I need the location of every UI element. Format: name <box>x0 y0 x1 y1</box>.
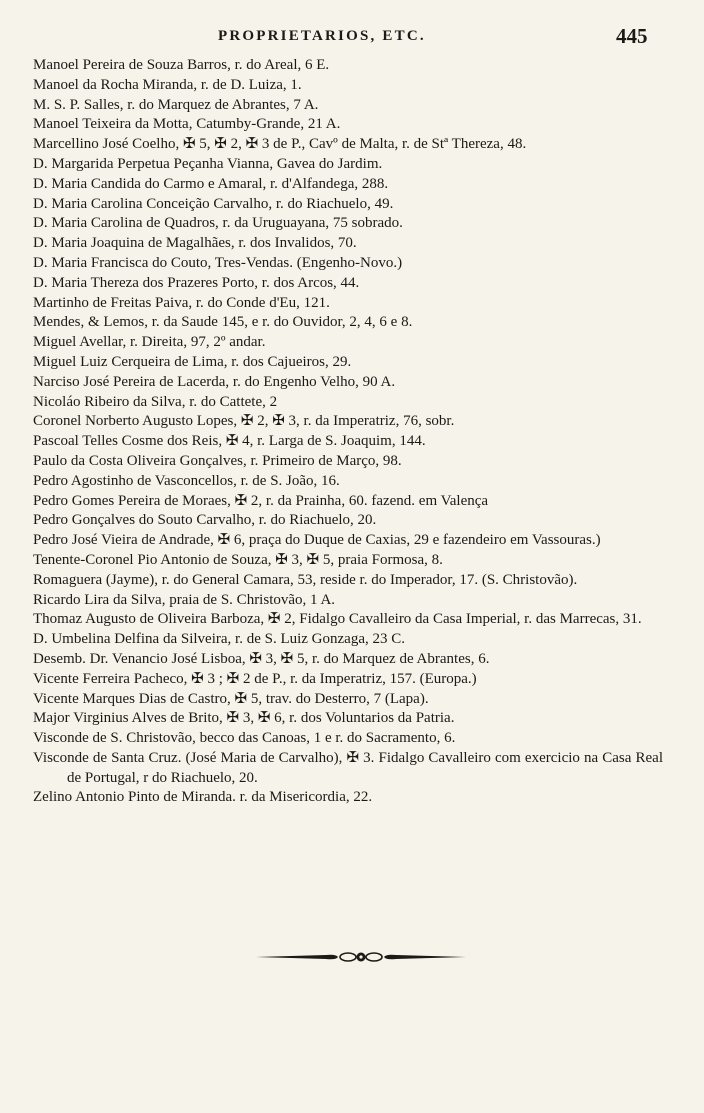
directory-entry <box>33 274 663 294</box>
entry-text: M. S. P. Salles, r. do Marquez de Abrantes, 7 A. <box>33 96 319 113</box>
directory-entry <box>33 115 663 135</box>
directory-entry <box>33 353 663 373</box>
page-number: 445 <box>616 24 648 48</box>
entry-text: Vicente Marques Dias de Castro, ✠ 5, trav. do Desterro, 7 (Lapa). <box>33 690 429 707</box>
entry-text: Romaguera (Jayme), r. do General Camara, 53, reside r. do Imperador, 17. (S. Christovão). <box>33 571 578 588</box>
directory-entry <box>33 76 663 96</box>
directory-entry <box>33 135 663 155</box>
entry-text: Mendes, & Lemos, r. da Saude 145, e r. do Ouvidor, 2, 4, 6 e 8. <box>33 314 413 331</box>
directory-entry <box>33 234 663 254</box>
entry-text: D. Maria Joaquina de Magalhães, r. dos Invalidos, 70. <box>33 235 357 252</box>
entry-text: D. Maria Francisca do Couto, Tres-Vendas. (Engenho-Novo.) <box>33 254 403 271</box>
directory-entry <box>33 690 663 710</box>
entry-text: Nicoláo Ribeiro da Silva, r. do Cattete, 2 <box>33 393 278 410</box>
directory-entry <box>33 155 663 175</box>
entry-text: Marcellino José Coelho, ✠ 5, ✠ 2, ✠ 3 de P., Cavº de Malta, r. de Stª Thereza, 48. <box>33 136 527 153</box>
directory-entries <box>33 56 663 808</box>
directory-entry <box>33 56 663 76</box>
directory-entry <box>33 175 663 195</box>
directory-entry <box>33 551 663 571</box>
entry-text: Zelino Antonio Pinto de Miranda. r. da Misericordia, 22. <box>33 789 373 806</box>
entry-text: Visconde de S. Christovão, becco das Canoas, 1 e r. do Sacramento, 6. <box>33 730 456 747</box>
directory-entry <box>33 650 663 670</box>
directory-entry <box>33 195 663 215</box>
entry-text: Desemb. Dr. Venancio José Lisboa, ✠ 3, ✠ 5, r. do Marquez de Abrantes, 6. <box>33 650 490 667</box>
entry-text: Miguel Luiz Cerqueira de Lima, r. dos Cajueiros, 29. <box>33 353 352 370</box>
directory-entry <box>33 670 663 690</box>
entry-text: Narciso José Pereira de Lacerda, r. do Engenho Velho, 90 A. <box>33 373 396 390</box>
entry-text: D. Maria Candida do Carmo e Amaral, r. d'Alfandega, 288. <box>33 175 389 192</box>
directory-entry <box>33 214 663 234</box>
entry-text: Martinho de Freitas Paiva, r. do Conde d'Eu, 121. <box>33 294 330 311</box>
directory-entry <box>33 630 663 650</box>
directory-entry <box>33 96 663 116</box>
entry-text: D. Maria Carolina Conceição Carvalho, r. do Riachuelo, 49. <box>33 195 394 212</box>
entry-text: Major Virginius Alves de Brito, ✠ 3, ✠ 6, r. dos Voluntarios da Patria. <box>33 710 455 727</box>
directory-entry <box>33 610 663 630</box>
end-ornament <box>256 950 466 964</box>
directory-entry <box>33 333 663 353</box>
entry-text: Manoel da Rocha Miranda, r. de D. Luiza, 1. <box>33 76 302 93</box>
directory-entry <box>33 412 663 432</box>
entry-text: Manoel Pereira de Souza Barros, r. do Areal, 6 E. <box>33 57 330 73</box>
directory-entry <box>33 373 663 393</box>
entry-text: Coronel Norberto Augusto Lopes, ✠ 2, ✠ 3, r. da Imperatriz, 76, sobr. <box>33 413 455 430</box>
entry-text: Manoel Teixeira da Motta, Catumby-Grande, 21 A. <box>33 116 341 133</box>
directory-entry <box>33 511 663 531</box>
entry-text: Pedro Gonçalves do Souto Carvalho, r. do Riachuelo, 20. <box>33 512 377 529</box>
entry-text: Vicente Ferreira Pacheco, ✠ 3 ; ✠ 2 de P., r. da Imperatriz, 157. (Europa.) <box>33 670 477 687</box>
entry-text: Tenente-Coronel Pio Antonio de Souza, ✠ 3, ✠ 5, praia Formosa, 8. <box>33 551 443 568</box>
entry-text: Pascoal Telles Cosme dos Reis, ✠ 4, r. Larga de S. Joaquim, 144. <box>33 433 426 450</box>
entry-text: Miguel Avellar, r. Direita, 97, 2º andar. <box>33 334 266 351</box>
directory-entry <box>33 729 663 749</box>
directory-entry <box>33 432 663 452</box>
directory-entry <box>33 571 663 591</box>
entry-text: Pedro Gomes Pereira de Moraes, ✠ 2, r. da Prainha, 60. fazend. em Valença <box>33 492 489 509</box>
directory-entry <box>33 452 663 472</box>
directory-entry <box>33 709 663 729</box>
entry-text: D. Maria Carolina de Quadros, r. da Uruguayana, 75 sobrado. <box>33 215 403 232</box>
directory-entry <box>33 313 663 333</box>
directory-entry <box>33 492 663 512</box>
directory-entry <box>33 788 663 808</box>
directory-entry <box>33 254 663 274</box>
entry-text: Thomaz Augusto de Oliveira Barboza, ✠ 2, Fidalgo Cavalleiro da Casa Imperial, r. das Marrecas, 31. <box>33 611 642 628</box>
directory-entry <box>33 749 663 789</box>
entry-text: D. Maria Thereza dos Prazeres Porto, r. dos Arcos, 44. <box>33 274 360 291</box>
page-header <box>0 24 704 50</box>
entry-text: Ricardo Lira da Silva, praia de S. Christovão, 1 A. <box>33 591 336 608</box>
entry-text: D. Umbelina Delfina da Silveira, r. de S. Luiz Gonzaga, 23 C. <box>33 631 405 648</box>
entry-text: Pedro Agostinho de Vasconcellos, r. de S. João, 16. <box>33 472 340 489</box>
entry-text: Visconde de Santa Cruz. (José Maria de Carvalho), ✠ 3. Fidalgo Cavalleiro com exercicio na Casa Real de Portugal, r do Riachuelo, 20. <box>33 749 663 786</box>
directory-entry <box>33 591 663 611</box>
entry-text: Pedro José Vieira de Andrade, ✠ 6, praça do Duque de Caxias, 29 e fazendeiro em Vassouras.) <box>33 532 601 549</box>
entry-text: D. Margarida Perpetua Peçanha Vianna, Gavea do Jardim. <box>33 155 383 172</box>
directory-entry <box>33 531 663 551</box>
running-head: PROPRIETARIOS, ETC. <box>218 28 426 44</box>
directory-entry <box>33 393 663 413</box>
directory-entry <box>33 472 663 492</box>
directory-entry <box>33 294 663 314</box>
entry-text: Paulo da Costa Oliveira Gonçalves, r. Primeiro de Março, 98. <box>33 452 402 469</box>
